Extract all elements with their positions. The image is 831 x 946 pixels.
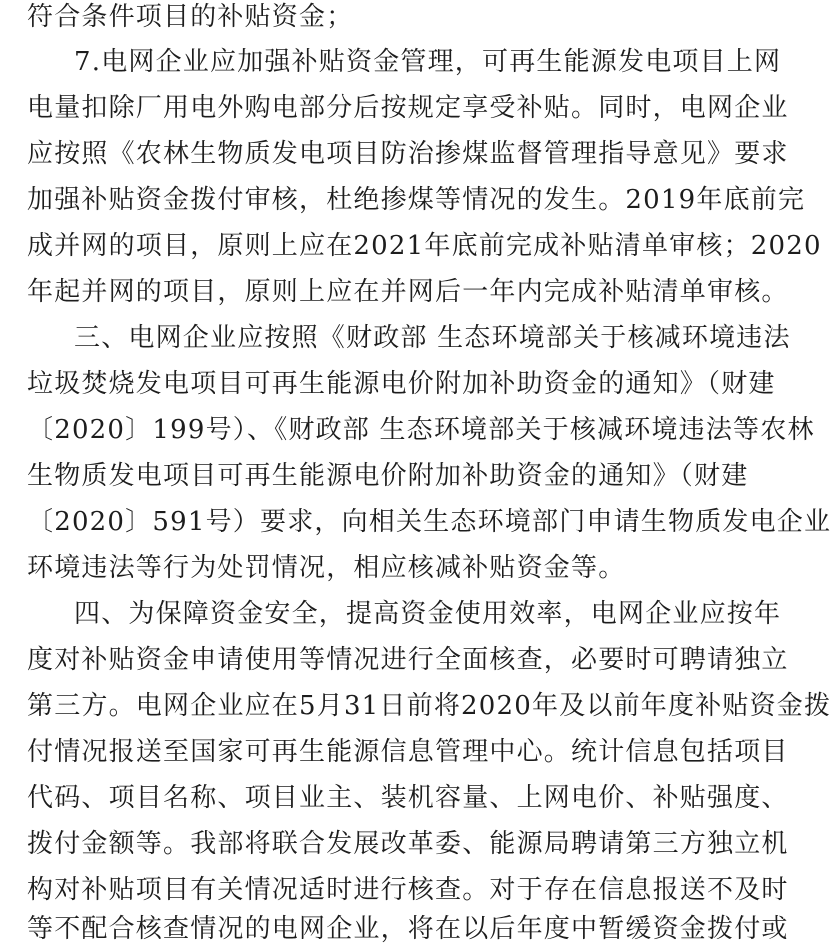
text-line: 三、电网企业应按照《财政部 生态环境部关于核减环境违法 bbox=[74, 323, 791, 353]
text-line: 垃圾焚烧发电项目可再生能源电价附加补助资金的通知》（财建 bbox=[27, 369, 776, 399]
text-line: 符合条件项目的补贴资金； bbox=[27, 2, 354, 32]
text-line: 四、为保障资金安全，提高资金使用效率，电网企业应按年 bbox=[74, 599, 782, 629]
text-line: 度对补贴资金申请使用等情况进行全面核查，必要时可聘请独立 bbox=[27, 645, 789, 675]
text-line: 应按照《农林生物质发电项目防治掺煤监督管理指导意见》要求 bbox=[27, 139, 789, 169]
text-line: 生物质发电项目可再生能源电价附加补助资金的通知》（财建 bbox=[27, 461, 749, 491]
text-line: 成并网的项目，原则上应在2021年底前完成补贴清单审核；2020 bbox=[27, 231, 822, 261]
text-line: 等不配合核查情况的电网企业，将在以后年度中暂缓资金拨付或 bbox=[27, 914, 789, 944]
text-line: 年起并网的项目，原则上应在并网后一年内完成补贴清单审核。 bbox=[27, 277, 789, 307]
text-line: 7.电网企业应加强补贴资金管理，可再生能源发电项目上网 bbox=[74, 47, 782, 77]
text-line: 电量扣除厂用电外购电部分后按规定享受补贴。同时，电网企业 bbox=[27, 93, 789, 123]
text-line: 代码、项目名称、项目业主、装机容量、上网电价、补贴强度、 bbox=[27, 783, 789, 813]
text-line: 付情况报送至国家可再生能源信息管理中心。统计信息包括项目 bbox=[27, 737, 789, 767]
text-line: 〔2020〕591号）要求，向相关生态环境部门申请生物质发电企业 bbox=[27, 507, 831, 537]
text-line: 环境违法等行为处罚情况，相应核减补贴资金等。 bbox=[27, 553, 626, 583]
text-line: 拨付金额等。我部将联合发展改革委、能源局聘请第三方独立机 bbox=[27, 829, 789, 859]
text-line: 加强补贴资金拨付审核，杜绝掺煤等情况的发生。2019年底前完 bbox=[27, 185, 806, 215]
text-line: 第三方。电网企业应在5月31日前将2020年及以前年度补贴资金拨 bbox=[27, 691, 831, 721]
text-line: 构对补贴项目有关情况适时进行核查。对于存在信息报送不及时 bbox=[27, 875, 789, 905]
text-line: 〔2020〕199号）、《财政部 生态环境部关于核减环境违法等农林 bbox=[27, 415, 815, 445]
